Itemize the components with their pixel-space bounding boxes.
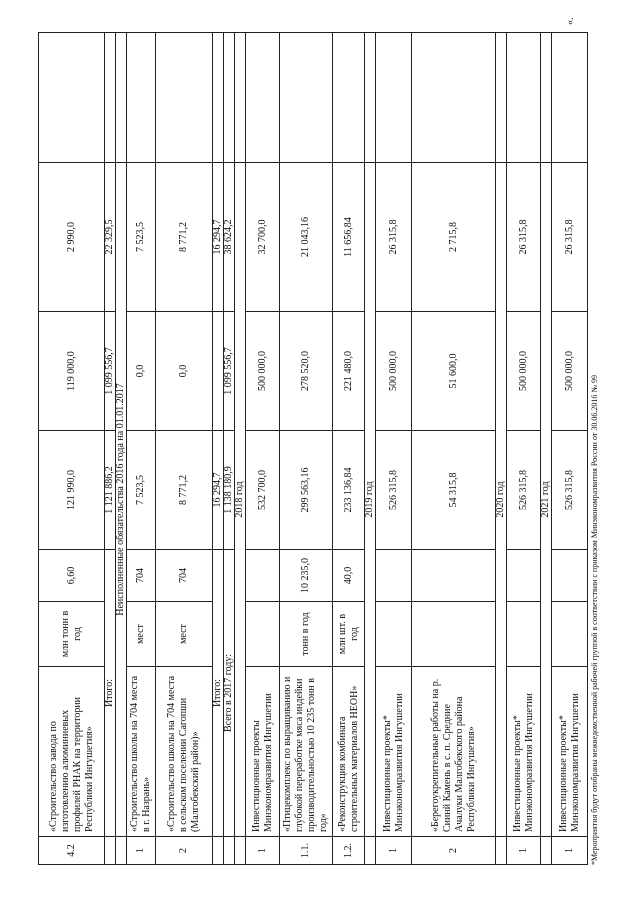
table-row bbox=[39, 33, 105, 865]
total-cost-cell: 121 990,0 bbox=[39, 431, 105, 550]
empty-cell bbox=[39, 33, 105, 163]
empty-cell bbox=[127, 33, 156, 163]
capacity-cell: 10 235,0 bbox=[280, 550, 333, 602]
section-row bbox=[541, 33, 552, 865]
empty-cell bbox=[116, 33, 127, 163]
section-row bbox=[496, 33, 507, 865]
empty-cell bbox=[235, 33, 246, 163]
total-cost-cell: 16 294,7 bbox=[213, 431, 224, 550]
federal-cell: 119 000,0 bbox=[39, 312, 105, 431]
federal-cell: 1 099 556,7 bbox=[224, 312, 235, 431]
capacity-cell: 6,60 bbox=[39, 550, 105, 602]
federal-cell: 0,0 bbox=[156, 312, 213, 431]
regional-cell: 2 990,0 bbox=[39, 163, 105, 312]
project-name: «Строительство завода по изготовлению алюминиевых профилей РНАК на территории Республики Ингушетия» bbox=[39, 667, 105, 837]
regional-cell: 21 043,16 bbox=[280, 163, 333, 312]
total-cost-cell: 526 315,8 bbox=[376, 431, 412, 550]
total-cost-cell: 7 523,5 bbox=[127, 431, 156, 550]
total-cost-cell: 8 771,2 bbox=[156, 431, 213, 550]
total-cost-cell: 526 315,8 bbox=[552, 431, 588, 550]
empty-cell bbox=[156, 33, 213, 163]
row-number: 4.2 bbox=[39, 837, 105, 865]
total-cost-cell: 54 315,8 bbox=[412, 431, 496, 550]
federal-cell: 1 099 556,7 bbox=[105, 312, 116, 431]
empty-cell bbox=[116, 837, 127, 865]
table-row bbox=[246, 33, 280, 865]
row-number: 1 bbox=[507, 837, 541, 865]
federal-cell: 500 000,0 bbox=[246, 312, 280, 431]
empty-cell bbox=[365, 33, 376, 163]
row-number: 1.1. bbox=[280, 837, 333, 865]
section-heading: 2019 год bbox=[365, 163, 376, 837]
footnote: *Мероприятия будут отобраны межведомственной рабочей группой в соответствии с приказом Минэкономразвития России от 30.06.2016 № 99 bbox=[590, 375, 599, 865]
regional-cell: 8 771,2 bbox=[156, 163, 213, 312]
row-number: 1 bbox=[246, 837, 280, 865]
regional-cell: 11 656,84 bbox=[333, 163, 365, 312]
empty-cell bbox=[213, 837, 224, 865]
section-row bbox=[235, 33, 246, 865]
row-number: 1.2. bbox=[333, 837, 365, 865]
project-name: Инвестиционные проекты* Минэкономразвития Ингушетии bbox=[376, 667, 412, 837]
unit-cell: мест bbox=[156, 602, 213, 667]
empty-cell bbox=[376, 33, 412, 163]
section-row bbox=[365, 33, 376, 865]
total-cost-cell: 526 315,8 bbox=[507, 431, 541, 550]
empty-cell bbox=[213, 33, 224, 163]
regional-cell: 26 315,8 bbox=[552, 163, 588, 312]
empty-cell bbox=[333, 33, 365, 163]
table-row bbox=[507, 33, 541, 865]
federal-cell: 500 000,0 bbox=[552, 312, 588, 431]
table-row bbox=[412, 33, 496, 865]
table-row bbox=[127, 33, 156, 865]
regional-cell: 38 624,2 bbox=[224, 163, 235, 312]
total-cost-cell: 532 700,0 bbox=[246, 431, 280, 550]
section-heading: 2018 год bbox=[235, 163, 246, 837]
federal-cell: 500 000,0 bbox=[376, 312, 412, 431]
project-name: «Берегоукрепительные работы на р. Сиинй Камень в с. п. Средние Ачалуки Малгобекского района Республики Ингушетия» bbox=[412, 667, 496, 837]
project-name: Инвестиционные проекты Минэкономразвития Ингушетии bbox=[246, 667, 280, 837]
empty-cell bbox=[280, 33, 333, 163]
capacity-cell bbox=[246, 550, 280, 602]
unit-cell: млн шт. в год bbox=[333, 602, 365, 667]
project-name: «Строительство школы на 704 места в г. Назрань» bbox=[127, 667, 156, 837]
federal-cell: 278 520,0 bbox=[280, 312, 333, 431]
empty-cell bbox=[105, 837, 116, 865]
row-number: 1 bbox=[376, 837, 412, 865]
table-row bbox=[376, 33, 412, 865]
project-name: «Строительство школы на 704 места в сельском поселении Сагопши (Малгобекский район)» bbox=[156, 667, 213, 837]
regional-cell: 22 329,5 bbox=[105, 163, 116, 312]
federal-cell bbox=[213, 312, 224, 431]
capacity-cell: 40,0 bbox=[333, 550, 365, 602]
unit-cell bbox=[376, 602, 412, 667]
table-row bbox=[105, 33, 116, 865]
unit-cell: млн тонн в год bbox=[39, 602, 105, 667]
project-name: Инвестиционные проекты* Минэкономразвития Ингушетии bbox=[552, 667, 588, 837]
unit-cell: мест bbox=[127, 602, 156, 667]
table-row bbox=[280, 33, 333, 865]
row-number: 2 bbox=[156, 837, 213, 865]
row-number: 2 bbox=[412, 837, 496, 865]
section-heading: 2020 год bbox=[496, 163, 507, 837]
regional-cell: 16 294,7 bbox=[213, 163, 224, 312]
total-cost-cell: 1 121 886,2 bbox=[105, 431, 116, 550]
row-number: 1 bbox=[127, 837, 156, 865]
project-name: «Реконструкция комбината строительных материалов НЕОН» bbox=[333, 667, 365, 837]
table-row bbox=[224, 33, 235, 865]
capacity-cell bbox=[376, 550, 412, 602]
empty-cell bbox=[235, 837, 246, 865]
investment-table bbox=[38, 32, 588, 865]
subtotal-label: Итого: bbox=[105, 550, 116, 837]
row-number: 1 bbox=[552, 837, 588, 865]
total-cost-cell: 1 138 180,9 bbox=[224, 431, 235, 550]
unit-cell bbox=[412, 602, 496, 667]
subtotal-label: Итого: bbox=[213, 550, 224, 837]
capacity-cell: 704 bbox=[127, 550, 156, 602]
capacity-cell bbox=[552, 550, 588, 602]
total-cost-cell: 299 563,16 bbox=[280, 431, 333, 550]
empty-cell bbox=[496, 837, 507, 865]
table-row bbox=[156, 33, 213, 865]
table-row bbox=[213, 33, 224, 865]
empty-cell bbox=[224, 837, 235, 865]
empty-cell bbox=[246, 33, 280, 163]
empty-cell bbox=[496, 33, 507, 163]
regional-cell: 32 700,0 bbox=[246, 163, 280, 312]
year-total-label: Всего в 2017 году: bbox=[224, 550, 235, 837]
unit-cell: тонн в год bbox=[280, 602, 333, 667]
section-heading: Неисполненные обязательства 2016 года на 01.01.2017 bbox=[116, 163, 127, 837]
federal-cell: 500 000,0 bbox=[507, 312, 541, 431]
unit-cell bbox=[507, 602, 541, 667]
section-row bbox=[116, 33, 127, 865]
regional-cell: 2 715,8 bbox=[412, 163, 496, 312]
capacity-cell bbox=[507, 550, 541, 602]
empty-cell bbox=[224, 33, 235, 163]
empty-cell bbox=[541, 837, 552, 865]
regional-cell: 7 523,5 bbox=[127, 163, 156, 312]
empty-cell bbox=[365, 837, 376, 865]
unit-cell bbox=[246, 602, 280, 667]
empty-cell bbox=[507, 33, 541, 163]
federal-cell: 51 600,0 bbox=[412, 312, 496, 431]
table-row bbox=[333, 33, 365, 865]
empty-cell bbox=[105, 33, 116, 163]
capacity-cell: 704 bbox=[156, 550, 213, 602]
project-name: Инвестиционные проекты* Минэкономразвития Ингушетии bbox=[507, 667, 541, 837]
table-row bbox=[552, 33, 588, 865]
empty-cell bbox=[552, 33, 588, 163]
unit-cell bbox=[552, 602, 588, 667]
federal-cell: 0,0 bbox=[127, 312, 156, 431]
project-name: «Птицекомплекс по выращиванию и глубокой переработке мяса индейки производительностью 10 235 тонн в год» bbox=[280, 667, 333, 837]
regional-cell: 26 315,8 bbox=[507, 163, 541, 312]
federal-cell: 221 480,0 bbox=[333, 312, 365, 431]
capacity-cell bbox=[412, 550, 496, 602]
section-heading: 2021 год bbox=[541, 163, 552, 837]
empty-cell bbox=[412, 33, 496, 163]
empty-cell bbox=[541, 33, 552, 163]
total-cost-cell: 233 136,84 bbox=[333, 431, 365, 550]
regional-cell: 26 315,8 bbox=[376, 163, 412, 312]
closing-quote-mark: «. bbox=[565, 17, 576, 25]
